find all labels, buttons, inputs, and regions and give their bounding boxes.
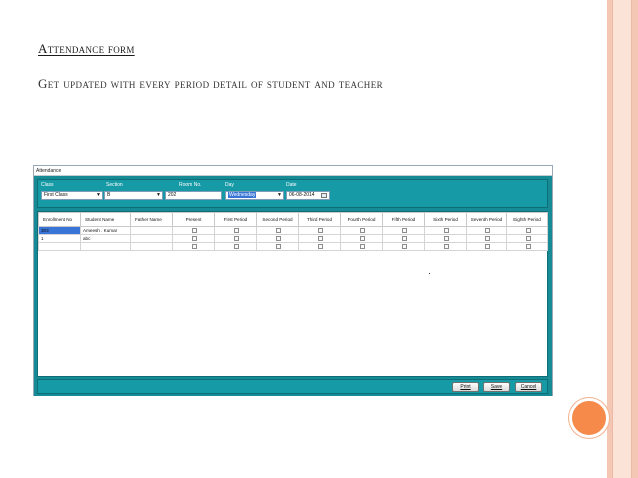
checkbox-cell (215, 235, 257, 243)
checkbox-cell (383, 235, 425, 243)
print-button[interactable]: Print (452, 382, 479, 392)
col-third-period-header[interactable]: Third Period (299, 213, 341, 227)
save-button[interactable]: Save (483, 382, 510, 392)
student-name-cell[interactable] (81, 243, 131, 251)
checkbox-cell (215, 227, 257, 235)
attendance-checkbox[interactable] (192, 244, 197, 249)
checkbox-cell (257, 227, 299, 235)
attendance-checkbox[interactable] (402, 236, 407, 241)
table-row[interactable] (39, 235, 548, 243)
attendance-checkbox[interactable] (485, 244, 490, 249)
stray-mark (429, 273, 430, 274)
attendance-checkbox[interactable] (402, 244, 407, 249)
checkbox-cell (341, 227, 383, 235)
checkbox-cell (173, 235, 215, 243)
attendance-checkbox[interactable] (192, 228, 197, 233)
window-title: Attendance (34, 166, 552, 176)
attendance-checkbox[interactable] (360, 244, 365, 249)
class-label: Class (41, 182, 54, 188)
col-student-name-header[interactable]: Student Name (81, 213, 131, 227)
checkbox-cell (383, 227, 425, 235)
checkbox-cell (467, 243, 507, 251)
date-filter (286, 182, 330, 200)
attendance-checkbox[interactable] (444, 228, 449, 233)
attendance-checkbox[interactable] (192, 236, 197, 241)
date-picker[interactable]: 06-08-2014 (286, 191, 330, 200)
col-sixth-period-header[interactable]: Sixth Period (425, 213, 467, 227)
attendance-checkbox[interactable] (360, 228, 365, 233)
class-filter (41, 182, 103, 200)
father-name-cell[interactable] (131, 243, 173, 251)
attendance-checkbox[interactable] (234, 244, 239, 249)
attendance-checkbox[interactable] (526, 236, 531, 241)
date-label: Date (286, 182, 297, 188)
chevron-down-icon[interactable]: ▼ (156, 192, 161, 198)
checkbox-cell (507, 243, 548, 251)
section-select[interactable]: B ▼ (104, 191, 163, 200)
section-label: Section (106, 182, 123, 188)
enrollment-cell[interactable]: 303 (39, 227, 81, 235)
attendance-checkbox[interactable] (485, 228, 490, 233)
table-row[interactable] (39, 243, 548, 251)
chevron-down-icon[interactable]: ▼ (96, 192, 101, 198)
attendance-checkbox[interactable] (444, 244, 449, 249)
class-select[interactable]: First Class ▼ (41, 191, 103, 200)
checkbox-cell (425, 235, 467, 243)
checkbox-cell (299, 227, 341, 235)
day-filter (225, 182, 284, 200)
attendance-checkbox[interactable] (318, 236, 323, 241)
attendance-checkbox[interactable] (444, 236, 449, 241)
attendance-checkbox[interactable] (276, 228, 281, 233)
room-filter (165, 182, 222, 200)
checkbox-cell (341, 243, 383, 251)
col-fourth-period-header[interactable]: Fourth Period (341, 213, 383, 227)
attendance-checkbox[interactable] (485, 236, 490, 241)
col-present-header[interactable]: Present (173, 213, 215, 227)
col-fifth-period-header[interactable]: Fifth Period (383, 213, 425, 227)
attendance-checkbox[interactable] (318, 228, 323, 233)
col-seventh-period-header[interactable]: Seventh Period (467, 213, 507, 227)
calendar-icon[interactable] (321, 193, 327, 198)
room-input[interactable]: 202 (165, 191, 222, 200)
attendance-checkbox[interactable] (402, 228, 407, 233)
cancel-button[interactable]: Cancel (515, 382, 542, 392)
grid-header-row (39, 213, 548, 227)
attendance-checkbox[interactable] (526, 244, 531, 249)
table-row[interactable] (39, 227, 548, 235)
window-body (34, 176, 552, 396)
col-father-name-header[interactable]: Father Name (131, 213, 173, 227)
enrollment-cell[interactable] (39, 243, 81, 251)
attendance-checkbox[interactable] (318, 244, 323, 249)
attendance-window (33, 165, 553, 396)
col-second-period-header[interactable]: Second Period (257, 213, 299, 227)
attendance-checkbox[interactable] (360, 236, 365, 241)
chevron-down-icon[interactable]: ▼ (277, 192, 282, 198)
checkbox-cell (173, 243, 215, 251)
attendance-grid (37, 211, 548, 377)
checkbox-cell (383, 243, 425, 251)
attendance-checkbox[interactable] (234, 236, 239, 241)
checkbox-cell (341, 235, 383, 243)
checkbox-cell (215, 243, 257, 251)
checkbox-cell (507, 235, 548, 243)
col-first-period-header[interactable]: First Period (215, 213, 257, 227)
day-select[interactable]: Wednesday ▼ (225, 191, 284, 200)
checkbox-cell (257, 235, 299, 243)
student-name-cell[interactable]: Ameesh . Kumar (81, 227, 131, 235)
checkbox-cell (173, 227, 215, 235)
button-bar (37, 379, 548, 394)
father-name-cell[interactable] (131, 235, 173, 243)
room-label: Room No. (179, 182, 202, 188)
attendance-checkbox[interactable] (276, 244, 281, 249)
col-eighth-period-header[interactable]: Eighth Period (507, 213, 548, 227)
filter-bar (37, 179, 548, 208)
checkbox-cell (299, 243, 341, 251)
checkbox-cell (467, 227, 507, 235)
student-name-cell[interactable]: abc (81, 235, 131, 243)
slide-title: Attendance form (38, 41, 135, 56)
slide-subtitle: Get updated with every period detail of student and teacher (38, 76, 383, 91)
checkbox-cell (299, 235, 341, 243)
father-name-cell[interactable] (131, 227, 173, 235)
enrollment-cell[interactable]: 1 (39, 235, 81, 243)
checkbox-cell (425, 227, 467, 235)
col-enrollment-header[interactable]: Enrollment No (39, 213, 81, 227)
checkbox-cell (507, 227, 548, 235)
decorative-circle (569, 398, 609, 438)
attendance-checkbox[interactable] (234, 228, 239, 233)
checkbox-cell (257, 243, 299, 251)
attendance-checkbox[interactable] (276, 236, 281, 241)
attendance-checkbox[interactable] (526, 228, 531, 233)
day-label: Day (225, 182, 234, 188)
section-filter (104, 182, 163, 200)
checkbox-cell (467, 235, 507, 243)
slide-side-band-inner (612, 0, 632, 478)
checkbox-cell (425, 243, 467, 251)
